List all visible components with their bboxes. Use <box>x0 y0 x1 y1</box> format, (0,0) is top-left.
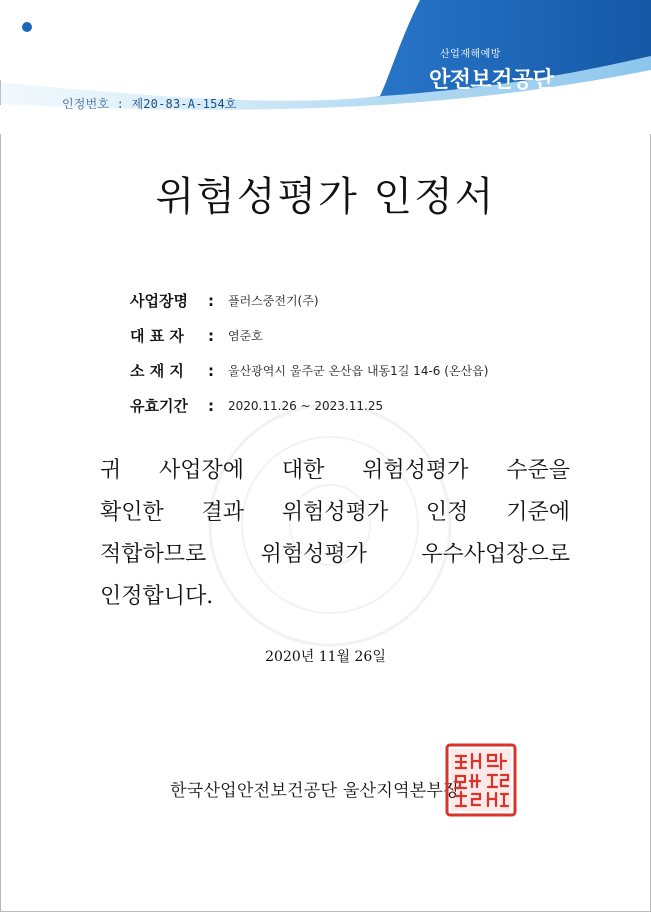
info-value: 염준호 <box>228 329 263 343</box>
document-title: 위험성평가 인정서 <box>155 174 496 220</box>
info-label: 사업장명 <box>130 292 188 310</box>
info-row-validity <box>130 388 600 423</box>
certificate-body <box>100 450 570 618</box>
info-value: 2020.11.26 ~ 2023.11.25 <box>228 398 384 413</box>
kosha-logo-icon <box>0 0 54 54</box>
official-seal-stamp <box>444 742 518 818</box>
org-subtitle: 산업재해예방 <box>440 49 501 60</box>
certificate-number-label: 인정번호 : <box>62 97 125 111</box>
certificate-number-value: 제20-83-A-154호 <box>131 97 237 111</box>
info-colon: : <box>208 326 214 345</box>
info-label: 대 표 자 <box>130 327 184 345</box>
body-line: 인정합니다. <box>100 584 214 609</box>
org-name: 안전보건공단 <box>429 68 554 93</box>
info-label: 소 재 지 <box>130 362 184 380</box>
info-colon: : <box>208 291 214 310</box>
header-banner <box>0 0 651 134</box>
body-line: 귀 사업장에 대한 위험성평가 수준을 <box>100 458 570 483</box>
issuer-name: 한국산업안전보건공단 울산지역본부장 <box>170 781 460 801</box>
certificate-number <box>62 95 237 112</box>
info-colon: : <box>208 396 214 415</box>
issue-date: 2020년 11월 26일 <box>265 649 386 665</box>
body-line: 적합하므로 위험성평가 우수사업장으로 <box>100 542 570 567</box>
info-row-representative <box>130 318 600 353</box>
info-colon: : <box>208 361 214 380</box>
info-value: 울산광역시 울주군 온산읍 내동1길 14-6 (온산읍) <box>228 364 489 378</box>
body-line: 확인한 결과 위험성평가 인정 기준에 <box>100 500 570 525</box>
info-block <box>130 283 600 423</box>
info-value: 플러스중전기(주) <box>228 294 319 308</box>
info-row-business <box>130 283 600 318</box>
info-label: 유효기간 <box>130 397 188 415</box>
info-row-address <box>130 353 600 388</box>
